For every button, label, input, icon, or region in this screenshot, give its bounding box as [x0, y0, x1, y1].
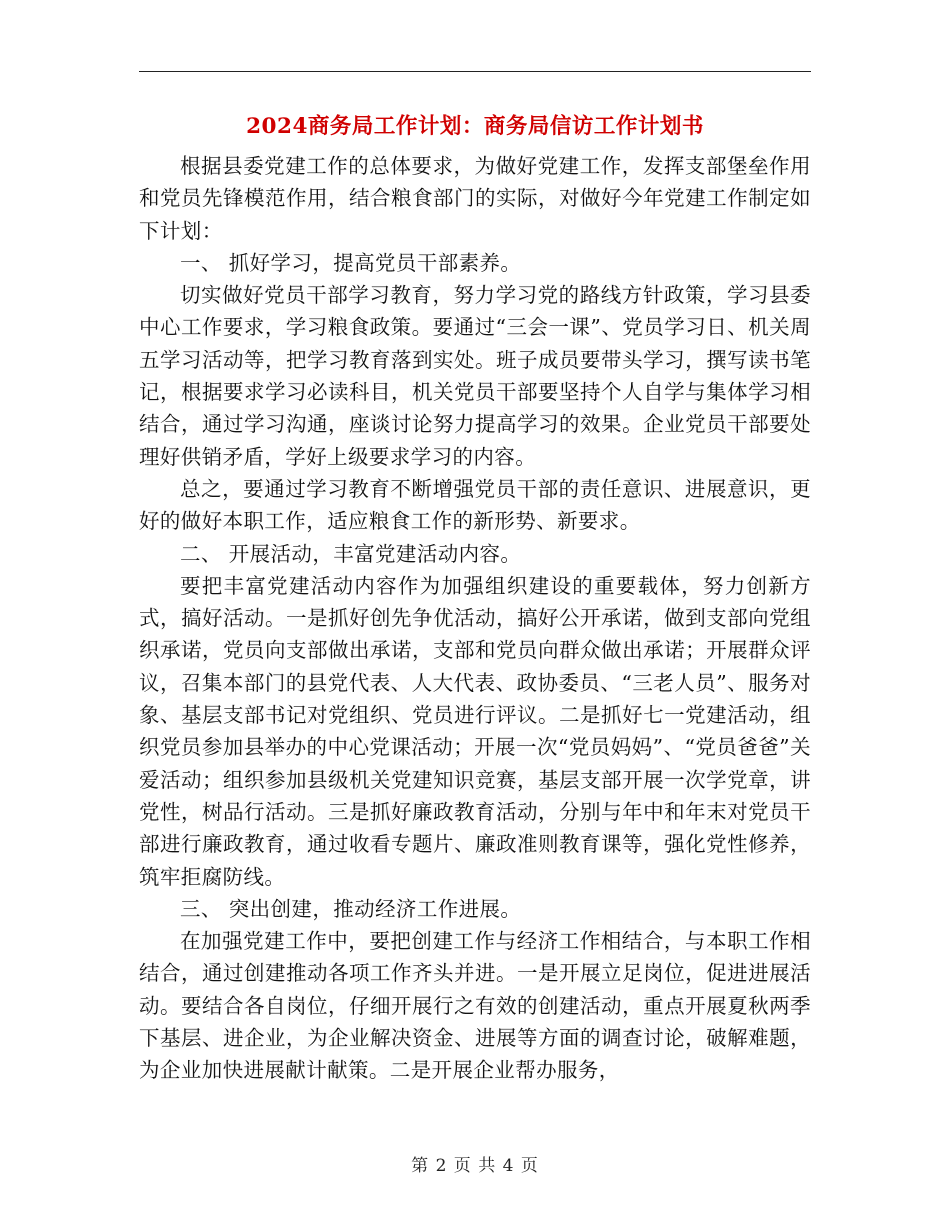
section-heading-2: 二、 开展活动，丰富党建活动内容。 — [180, 541, 522, 566]
document-body — [139, 150, 811, 1087]
section-1-paragraph: 切实做好党员干部学习教育，努力学习党的路线方针政策，学习县委中心工作要求，学习粮食政策。要通过“三会一课”、党员学习日、机关周五学习活动等，把学习教育落到实处。班子成员要带头学习，撰写读书笔记，根据要求学习必读科目，机关党员干部要坚持个人自学与集体学习相结合，通过学习沟通，座谈讨论努力提高学习的效果。企业党员干部要处理好供销矛盾，学好上级要求学习的内容。 — [139, 283, 811, 469]
section-heading-1: 一、 抓好学习，提高党员干部素养。 — [180, 250, 522, 275]
section-3-paragraph: 在加强党建工作中，要把创建工作与经济工作相结合，与本职工作相结合，通过创建推动各项工作齐头并进。一是开展立足岗位，促进进展活动。要结合各自岗位，仔细开展行之有效的创建活动，重点开展夏秋两季下基层、进企业，为企业解决资金、进展等方面的调查讨论，破解难题，为企业加快进展献计献策。二是开展企业帮办服务， — [139, 929, 811, 1083]
section-1-summary-paragraph: 总之，要通过学习教育不断增强党员干部的责任意识、进展意识，更好的做好本职工作，适应粮食工作的新形势、新要求。 — [139, 476, 811, 534]
document-title: 2024商务局工作计划：商务局信访工作计划书 — [246, 114, 704, 139]
page-number: 第 2 页 共 4 页 — [411, 1156, 539, 1176]
section-heading-3: 三、 突出创建，推动经济工作进展。 — [180, 896, 522, 921]
intro-paragraph: 根据县委党建工作的总体要求，为做好党建工作，发挥支部堡垒作用和党员先锋模范作用，结合粮食部门的实际，对做好今年党建工作制定如下计划： — [139, 154, 811, 243]
section-2-paragraph: 要把丰富党建活动内容作为加强组织建设的重要载体，努力创新方式，搞好活动。一是抓好创先争优活动，搞好公开承诺，做到支部向党组织承诺，党员向支部做出承诺，支部和党员向群众做出承诺；开展群众评议，召集本部门的县党代表、人大代表、政协委员、“三老人员”、服务对象、基层支部书记对党组织、党员进行评议。二是抓好七一党建活动，组织党员参加县举办的中心党课活动；开展一次“党员妈妈”、“党员爸爸”关爱活动；组织参加县级机关党建知识竞赛，基层支部开展一次学党章，讲党性，树品行活动。三是抓好廉政教育活动，分别与年中和年末对党员干部进行廉政教育，通过收看专题片、廉政准则教育课等，强化党性修养，筑牢拒腐防线。 — [139, 573, 811, 889]
header-rule — [139, 71, 811, 72]
